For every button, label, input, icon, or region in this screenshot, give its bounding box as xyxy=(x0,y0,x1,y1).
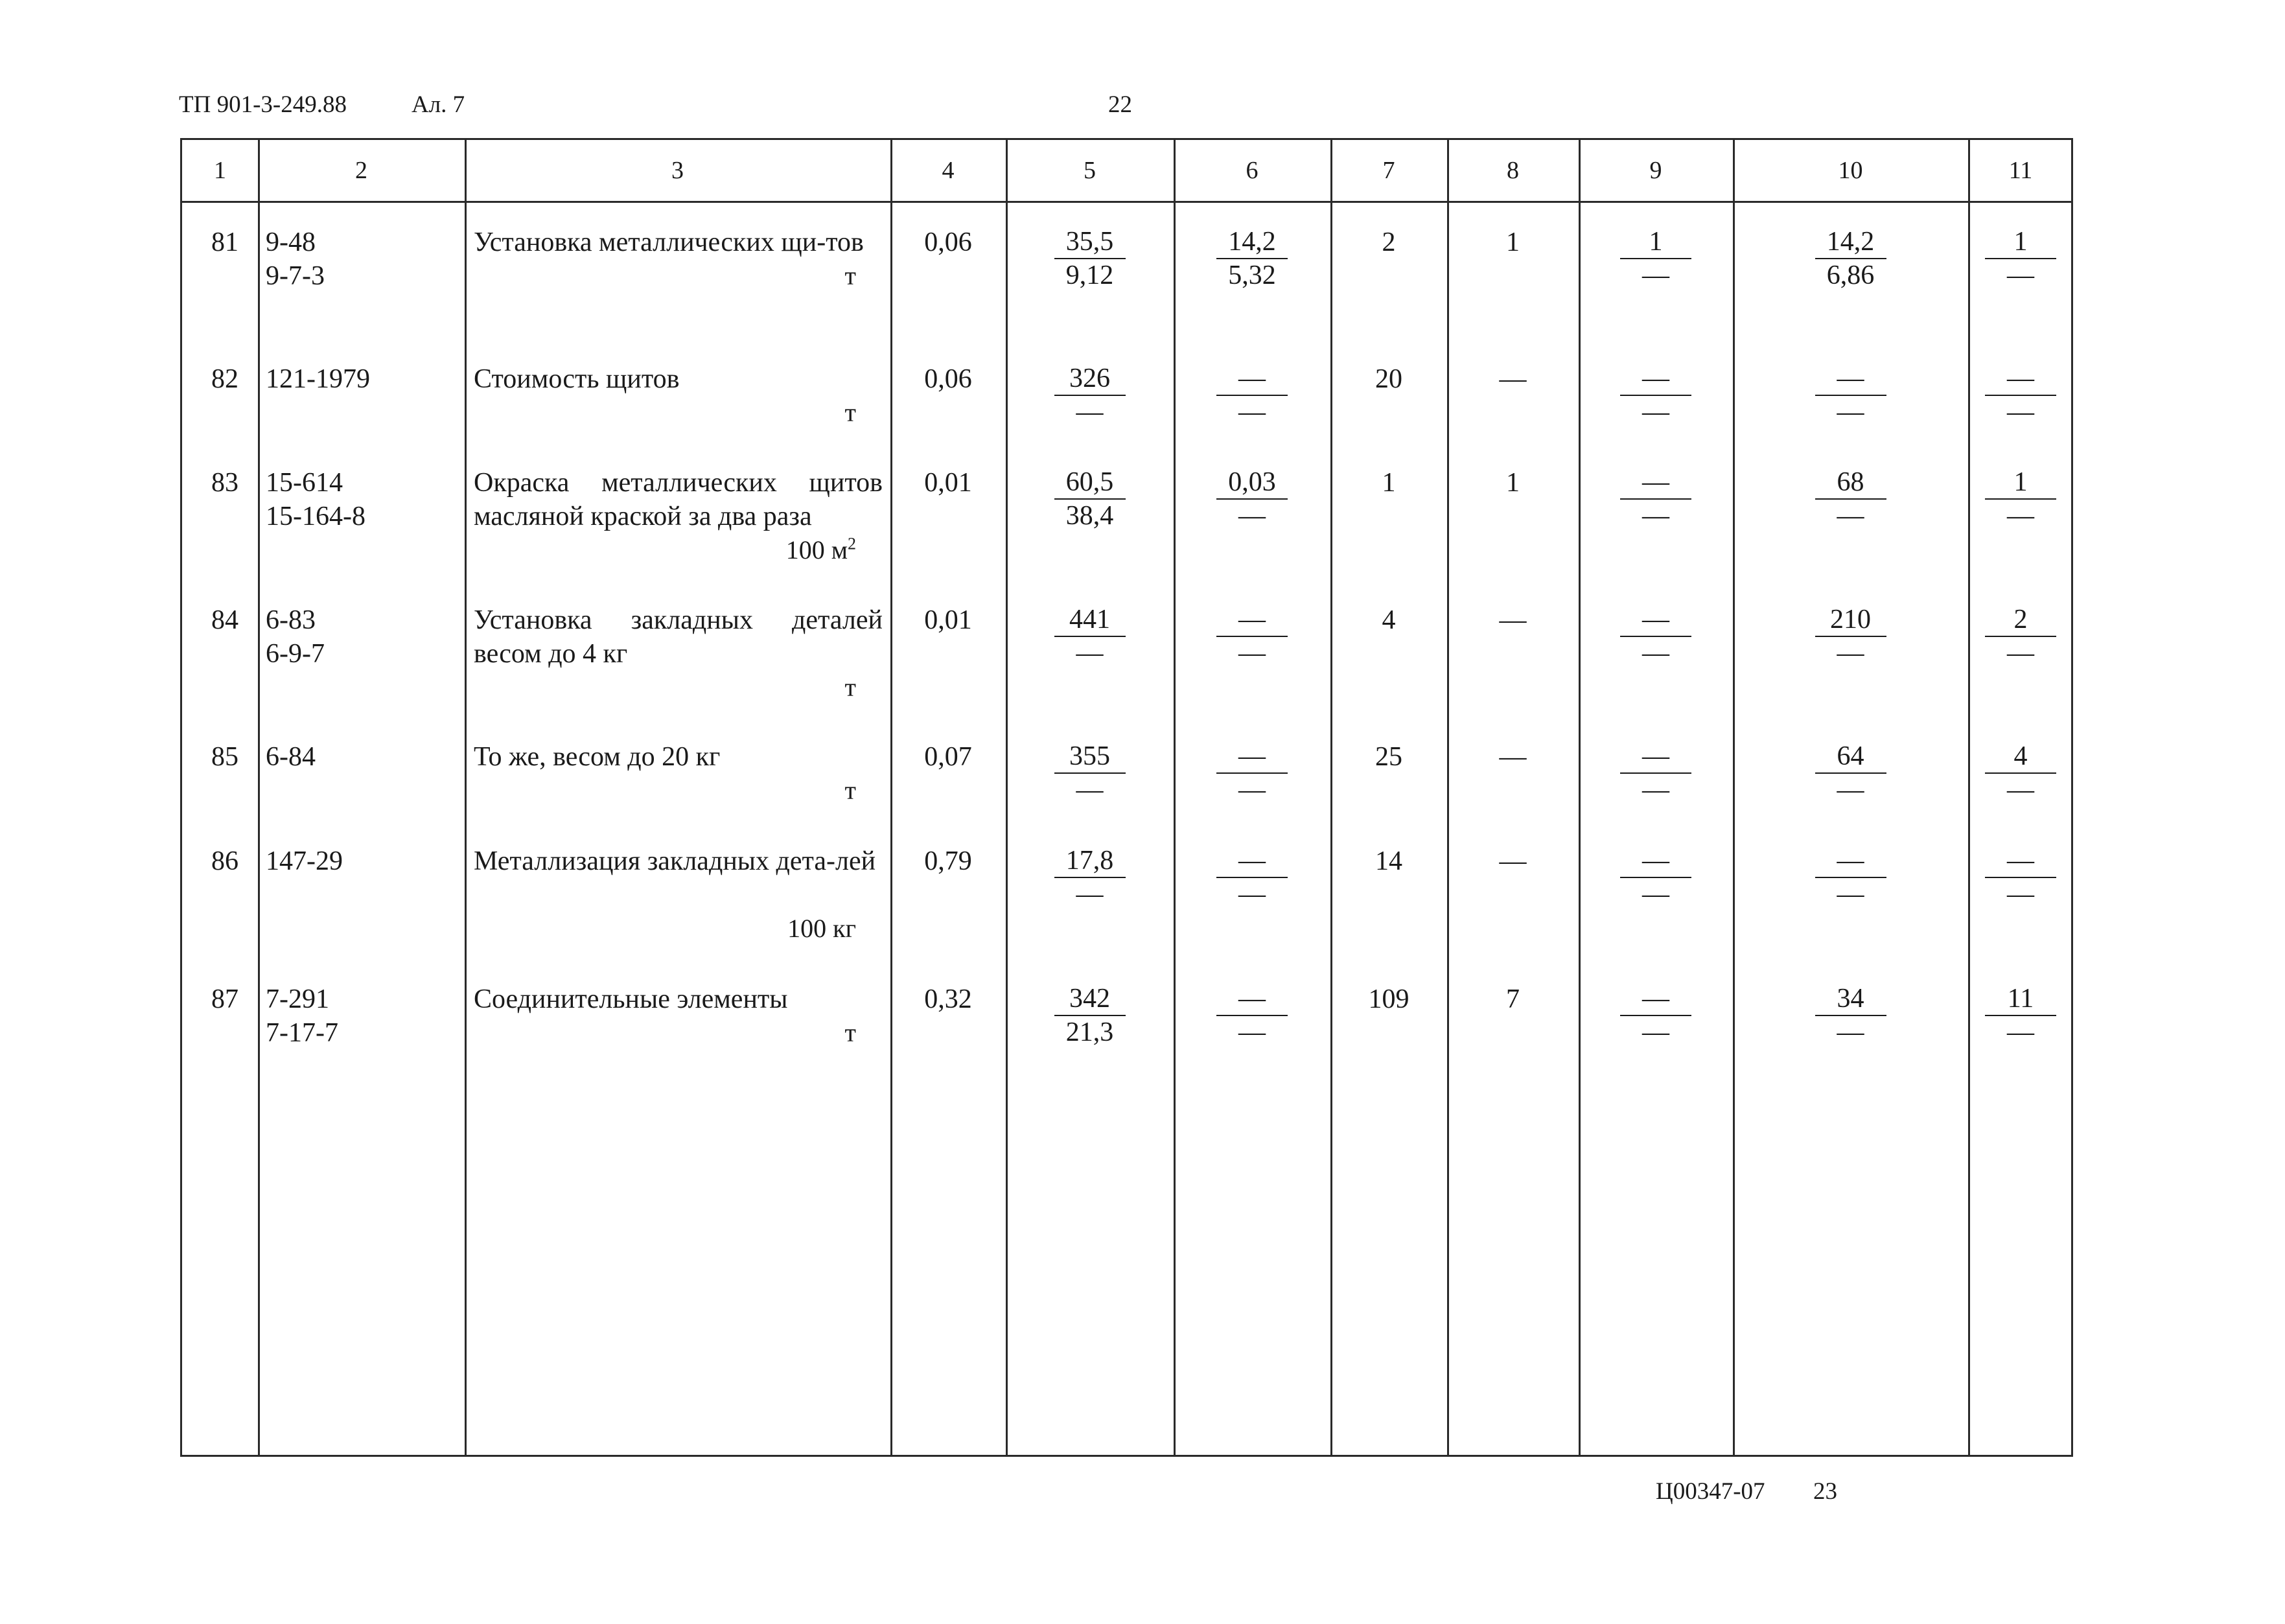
album-number: Ал. 7 xyxy=(412,91,465,118)
wage-cost-fraction xyxy=(1216,740,1288,806)
column-number: 8 xyxy=(1507,157,1519,184)
norm-codes: 6-84 xyxy=(266,742,316,772)
labor-fraction xyxy=(1815,982,1886,1049)
norm-codes: 7-291 7-17-7 xyxy=(266,984,338,1048)
unit-of-measure: т xyxy=(844,398,856,427)
work-description: Окраска металлических щитов масляной краской за два раза xyxy=(474,468,883,531)
unit-cost-fraction xyxy=(1054,844,1126,911)
row-number: 82 xyxy=(211,364,238,394)
machinery-fraction xyxy=(1620,466,1691,532)
labor-fraction xyxy=(1815,362,1886,428)
materials-fraction xyxy=(1985,466,2056,532)
fraction-denominator: — xyxy=(1642,1017,1669,1047)
fraction-numerator: — xyxy=(1985,844,2056,878)
unit-cost-fraction xyxy=(1054,362,1126,428)
fraction-denominator: — xyxy=(1238,397,1266,427)
unit-of-measure: т xyxy=(844,1018,856,1047)
fraction-numerator: 4 xyxy=(1985,740,2056,774)
fraction-numerator: — xyxy=(1620,362,1691,396)
quantity: 0,07 xyxy=(924,742,972,772)
column-number: 4 xyxy=(942,157,955,184)
fraction-numerator: — xyxy=(1216,362,1288,396)
materials-fraction xyxy=(1985,740,2056,806)
column-divider xyxy=(1968,140,1970,1455)
machinery-fraction xyxy=(1620,603,1691,669)
fraction-numerator: — xyxy=(1620,466,1691,500)
fraction-denominator: — xyxy=(1837,638,1864,668)
fraction-denominator: — xyxy=(2007,261,2034,290)
total-cost: 20 xyxy=(1375,364,1402,394)
column-divider xyxy=(1006,140,1008,1455)
column-divider xyxy=(1174,140,1176,1455)
wage-cost-fraction xyxy=(1216,603,1288,669)
fraction-denominator: — xyxy=(1076,879,1104,909)
unit-of-measure: т xyxy=(844,776,856,805)
total-cost: 4 xyxy=(1382,605,1396,635)
fraction-numerator: — xyxy=(1620,844,1691,878)
fraction-numerator: 0,03 xyxy=(1216,466,1288,500)
row-number: 85 xyxy=(211,742,238,772)
column-number: 3 xyxy=(671,157,684,184)
quantity: 0,32 xyxy=(924,984,972,1014)
column-divider xyxy=(1447,140,1449,1455)
work-description: Соединительные элементы xyxy=(474,984,788,1014)
machinery-fraction xyxy=(1620,362,1691,428)
fraction-denominator: 9,12 xyxy=(1065,261,1114,290)
fraction-denominator: — xyxy=(1238,775,1266,805)
fraction-numerator: — xyxy=(1620,740,1691,774)
labor-fraction xyxy=(1815,740,1886,806)
work-description: Установка закладных деталей весом до 4 кг xyxy=(474,605,883,669)
column-number: 6 xyxy=(1246,157,1258,184)
fraction-denominator: — xyxy=(1076,775,1104,805)
fraction-denominator: — xyxy=(2007,775,2034,805)
fraction-denominator: — xyxy=(1837,775,1864,805)
wage-cost-fraction xyxy=(1216,466,1288,532)
column-divider xyxy=(890,140,892,1455)
fraction-numerator: — xyxy=(1985,362,2056,396)
column-number: 5 xyxy=(1084,157,1096,184)
norm-codes: 147-29 xyxy=(266,846,343,876)
column-divider xyxy=(258,140,260,1455)
fraction-denominator: — xyxy=(1642,638,1669,668)
total-cost: 25 xyxy=(1375,742,1402,772)
fraction-numerator: 355 xyxy=(1054,740,1126,774)
work-description: Металлизация закладных дета-лей xyxy=(474,846,876,876)
fraction-denominator: — xyxy=(1642,501,1669,531)
materials-fraction xyxy=(1985,362,2056,428)
fraction-denominator: — xyxy=(2007,501,2034,531)
fraction-denominator: — xyxy=(1642,775,1669,805)
quantity: 0,01 xyxy=(924,468,972,498)
fraction-numerator: 342 xyxy=(1054,982,1126,1016)
fraction-numerator: — xyxy=(1815,362,1886,396)
estimate-table xyxy=(180,138,2073,1457)
fraction-numerator: — xyxy=(1620,982,1691,1016)
machinery-fraction xyxy=(1620,740,1691,806)
column-divider xyxy=(1330,140,1332,1455)
fraction-denominator: — xyxy=(2007,879,2034,909)
unit-cost-fraction xyxy=(1054,466,1126,532)
column-number: 7 xyxy=(1382,157,1395,184)
labor-fraction xyxy=(1815,226,1886,292)
fraction-numerator: 1 xyxy=(1620,226,1691,259)
row-number: 84 xyxy=(211,605,238,635)
row-number: 87 xyxy=(211,984,238,1014)
norm-codes: 121-1979 xyxy=(266,364,370,394)
fraction-numerator: 17,8 xyxy=(1054,844,1126,878)
unit-of-measure: т xyxy=(844,673,856,702)
fraction-numerator: 2 xyxy=(1985,603,2056,637)
total-cost: 14 xyxy=(1375,846,1402,876)
norm-codes: 9-48 9-7-3 xyxy=(266,227,325,291)
fraction-numerator: — xyxy=(1216,844,1288,878)
fraction-numerator: 68 xyxy=(1815,466,1886,500)
column-number: 11 xyxy=(2008,157,2033,184)
fraction-denominator: — xyxy=(1837,501,1864,531)
fraction-numerator: 14,2 xyxy=(1815,226,1886,259)
unit-of-measure: 100 кг xyxy=(787,914,856,943)
total-wages: — xyxy=(1499,846,1527,876)
materials-fraction xyxy=(1985,603,2056,669)
column-divider xyxy=(1733,140,1735,1455)
fraction-denominator: — xyxy=(1238,879,1266,909)
column-number: 2 xyxy=(355,157,367,184)
unit-cost-fraction xyxy=(1054,982,1126,1049)
fraction-denominator: — xyxy=(1076,397,1104,427)
fraction-numerator: — xyxy=(1216,982,1288,1016)
fraction-numerator: 14,2 xyxy=(1216,226,1288,259)
column-number: 1 xyxy=(214,157,226,184)
fraction-denominator: 6,86 xyxy=(1826,261,1875,290)
quantity: 0,06 xyxy=(924,364,972,394)
total-wages: 1 xyxy=(1506,468,1520,498)
fraction-numerator: 34 xyxy=(1815,982,1886,1016)
fraction-denominator: — xyxy=(1238,1017,1266,1047)
wage-cost-fraction xyxy=(1216,982,1288,1049)
fraction-numerator: — xyxy=(1620,603,1691,637)
fraction-numerator: — xyxy=(1216,740,1288,774)
fraction-denominator: — xyxy=(2007,397,2034,427)
row-number: 83 xyxy=(211,468,238,498)
total-cost: 1 xyxy=(1382,468,1396,498)
fraction-denominator: — xyxy=(1837,879,1864,909)
fraction-numerator: 60,5 xyxy=(1054,466,1126,500)
materials-fraction xyxy=(1985,226,2056,292)
fraction-denominator: 21,3 xyxy=(1065,1017,1114,1047)
fraction-denominator: — xyxy=(1837,1017,1864,1047)
fraction-denominator: — xyxy=(2007,1017,2034,1047)
fraction-denominator: — xyxy=(1642,261,1669,290)
sheet-number: 23 xyxy=(1813,1478,1837,1505)
work-description: Стоимость щитов xyxy=(474,364,680,394)
column-divider xyxy=(465,140,467,1455)
machinery-fraction xyxy=(1620,844,1691,911)
column-number: 10 xyxy=(1838,157,1863,184)
quantity: 0,06 xyxy=(924,227,972,257)
page-number: 22 xyxy=(1108,91,1132,118)
document-id: Ц00347-07 xyxy=(1656,1478,1765,1505)
fraction-numerator: 1 xyxy=(1985,226,2056,259)
materials-fraction xyxy=(1985,844,2056,911)
total-cost: 109 xyxy=(1368,984,1409,1014)
machinery-fraction xyxy=(1620,982,1691,1049)
work-description: Установка металлических щи-тов xyxy=(474,227,864,257)
row-number: 81 xyxy=(211,227,238,257)
fraction-denominator: — xyxy=(1076,638,1104,668)
fraction-numerator: 441 xyxy=(1054,603,1126,637)
fraction-numerator: 1 xyxy=(1985,466,2056,500)
fraction-numerator: — xyxy=(1815,844,1886,878)
wage-cost-fraction xyxy=(1216,362,1288,428)
wage-cost-fraction xyxy=(1216,226,1288,292)
quantity: 0,01 xyxy=(924,605,972,635)
materials-fraction xyxy=(1985,982,2056,1049)
unit-of-measure: т xyxy=(844,261,856,290)
labor-fraction xyxy=(1815,844,1886,911)
fraction-denominator: 38,4 xyxy=(1065,501,1114,531)
unit-cost-fraction xyxy=(1054,603,1126,669)
fraction-numerator: — xyxy=(1216,603,1288,637)
document-code: ТП 901-3-249.88 xyxy=(179,91,347,118)
total-wages: 1 xyxy=(1506,227,1520,257)
unit-cost-fraction xyxy=(1054,226,1126,292)
fraction-denominator: — xyxy=(1642,879,1669,909)
total-wages: — xyxy=(1499,605,1527,635)
unit-cost-fraction xyxy=(1054,740,1126,806)
norm-codes: 6-83 6-9-7 xyxy=(266,605,325,669)
work-description: То же, весом до 20 кг xyxy=(474,742,721,772)
fraction-numerator: 35,5 xyxy=(1054,226,1126,259)
column-number: 9 xyxy=(1649,157,1662,184)
labor-fraction xyxy=(1815,603,1886,669)
total-wages: 7 xyxy=(1506,984,1520,1014)
fraction-numerator: 210 xyxy=(1815,603,1886,637)
labor-fraction xyxy=(1815,466,1886,532)
total-wages: — xyxy=(1499,742,1527,772)
row-number: 86 xyxy=(211,846,238,876)
fraction-denominator: — xyxy=(1837,397,1864,427)
quantity: 0,79 xyxy=(924,846,972,876)
norm-codes: 15-614 15-164-8 xyxy=(266,468,365,531)
fraction-denominator: — xyxy=(2007,638,2034,668)
column-divider xyxy=(1579,140,1581,1455)
fraction-numerator: 64 xyxy=(1815,740,1886,774)
fraction-numerator: 326 xyxy=(1054,362,1126,396)
unit-of-measure: 100 $м^2$ xyxy=(785,534,856,564)
total-cost: 2 xyxy=(1382,227,1396,257)
total-wages: — xyxy=(1499,364,1527,394)
machinery-fraction xyxy=(1620,226,1691,292)
fraction-denominator: — xyxy=(1238,501,1266,531)
fraction-denominator: 5,32 xyxy=(1228,261,1276,290)
fraction-numerator: 11 xyxy=(1985,982,2056,1016)
fraction-denominator: — xyxy=(1642,397,1669,427)
fraction-denominator: — xyxy=(1238,638,1266,668)
wage-cost-fraction xyxy=(1216,844,1288,911)
